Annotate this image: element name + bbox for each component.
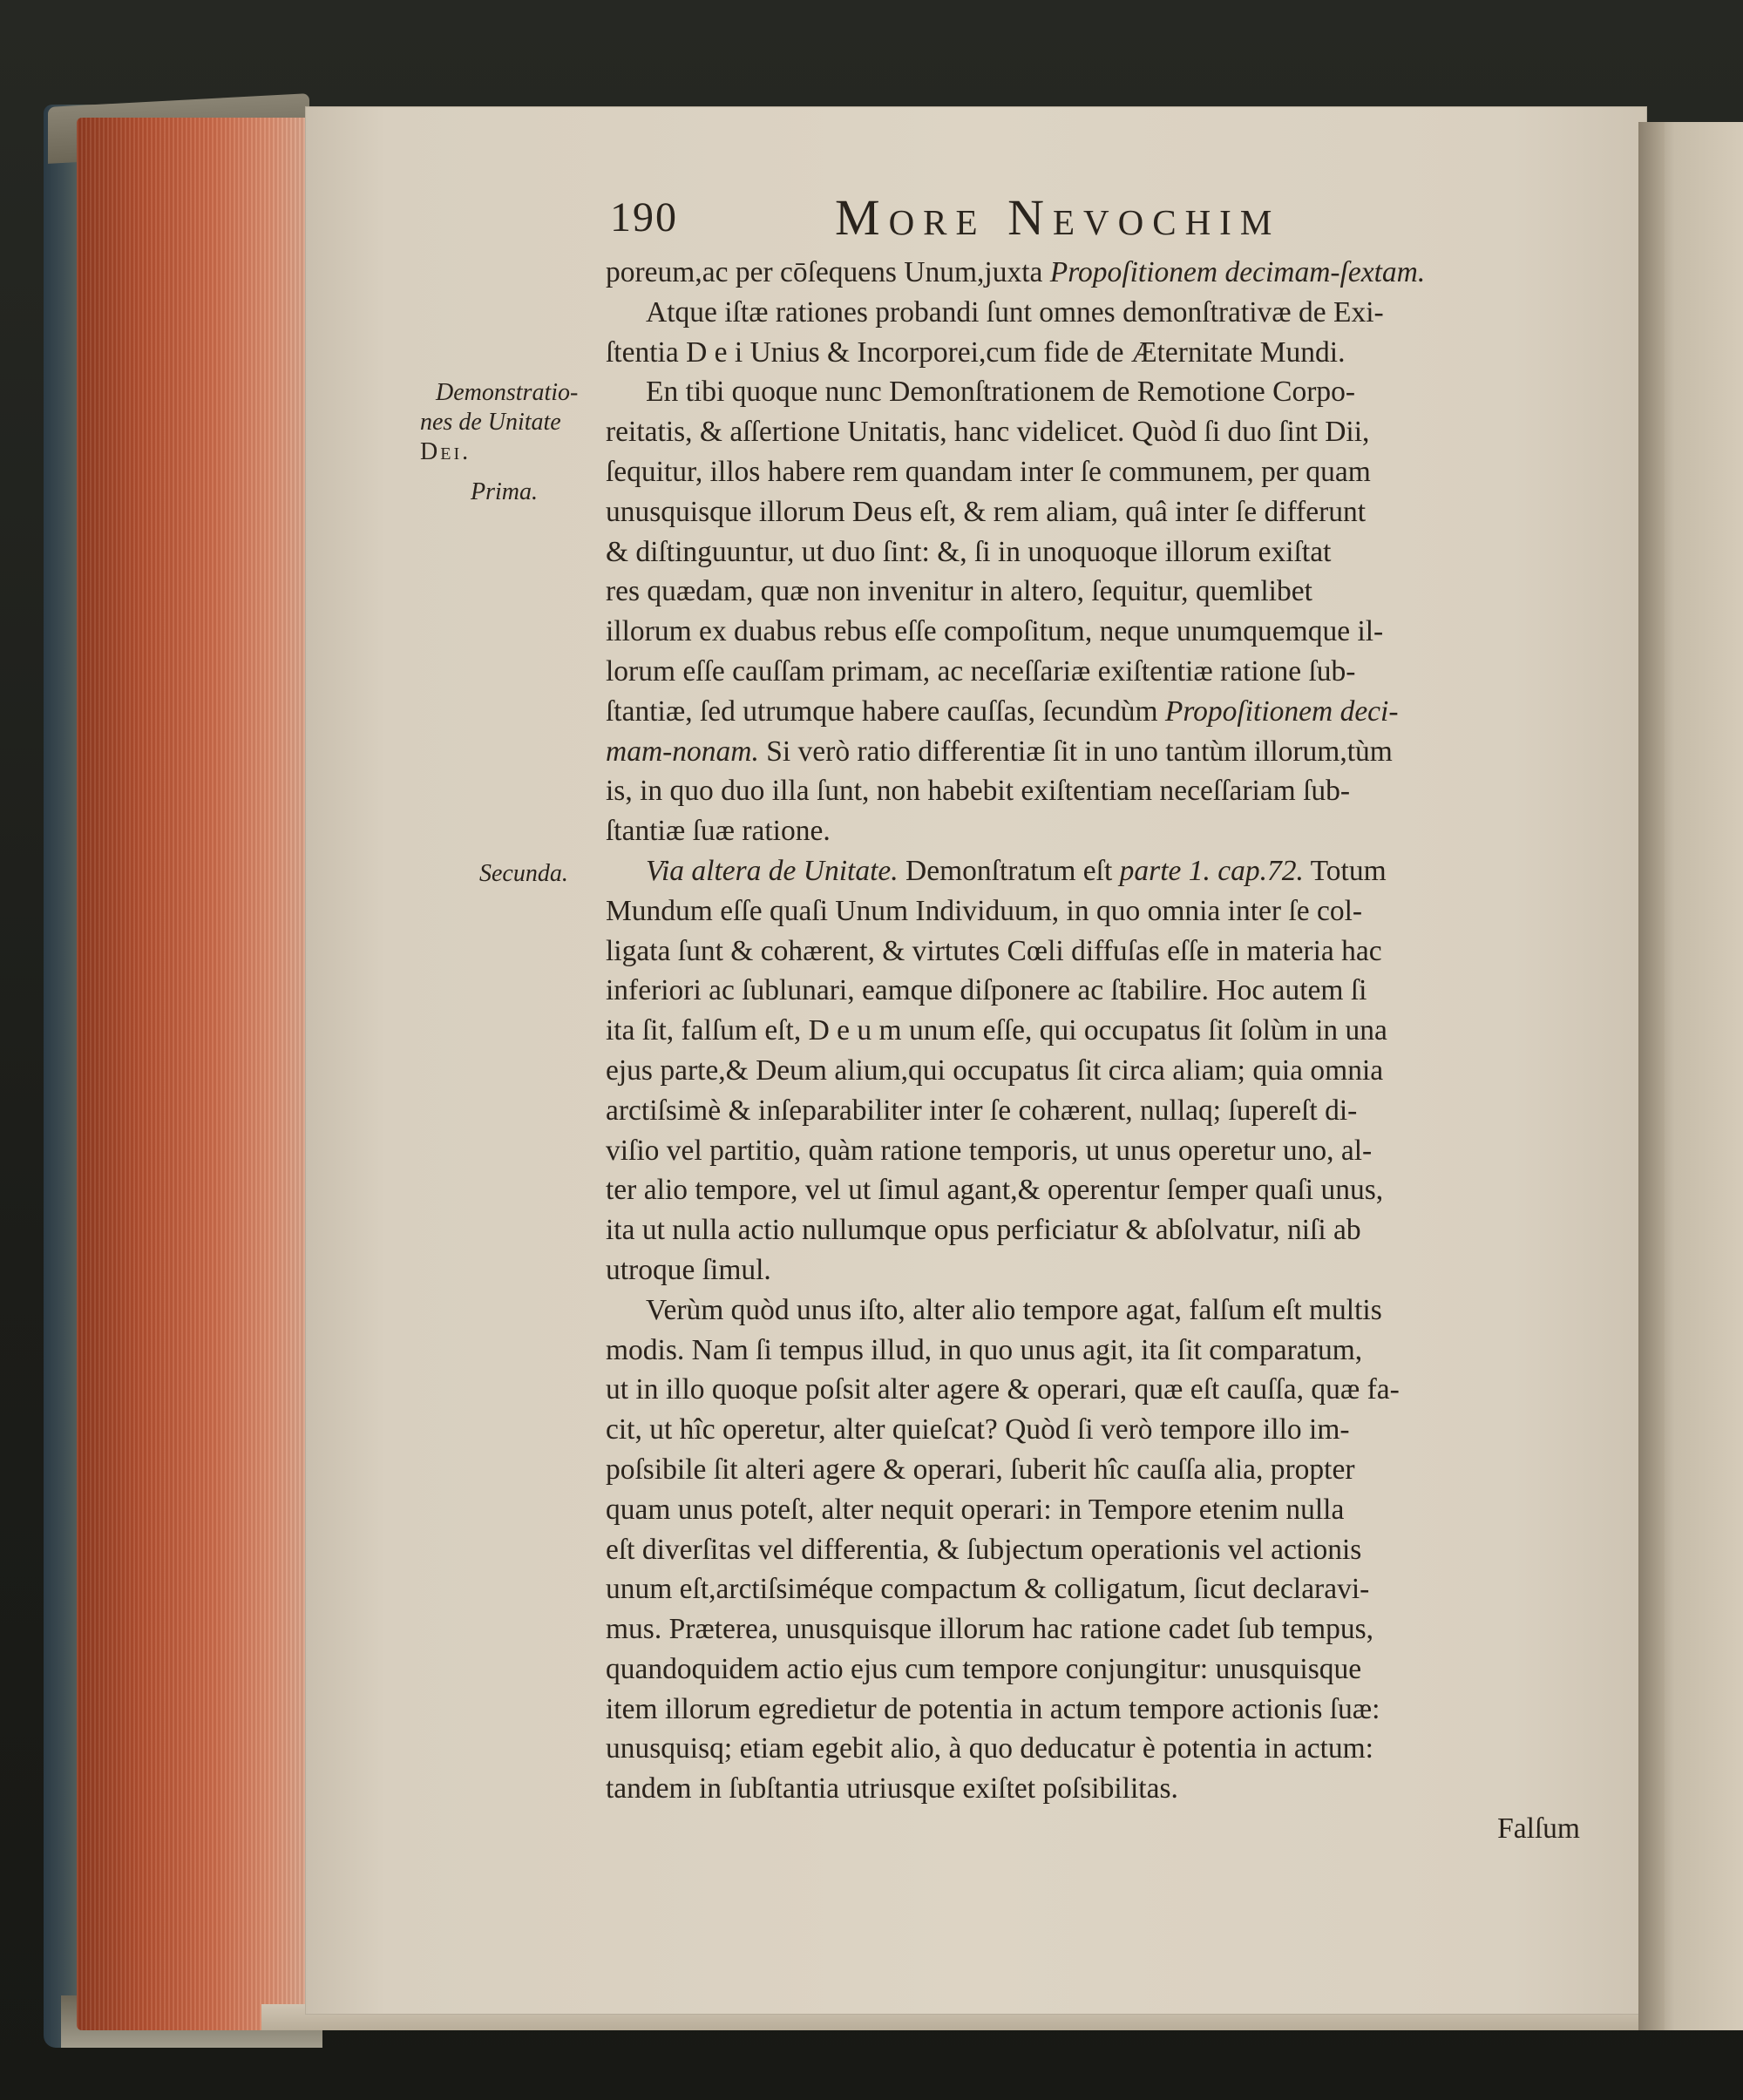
text-line: ſtantiæ ſuæ ratione. [606, 815, 831, 848]
text-line: ſtentia D e i Unius & Incorporei,cum fide de Æternitate Mundi. [606, 335, 1346, 369]
text-line: ligata ſunt & cohærent, & virtutes Cœli diffuſas eſſe in materia hac [606, 934, 1382, 967]
text-line: ita ſit, falſum eſt, D e u m unum eſſe, qui occupatus ſit ſolùm in una [606, 1014, 1387, 1047]
running-title: More Nevochim [835, 189, 1281, 246]
page-header [610, 189, 1394, 254]
text-line: poſsibile ſit alteri agere & operari, ſuberit hîc cauſſa alia, propter [606, 1453, 1355, 1486]
text-line: ejus parte,& Deum alium,qui occupatus ſit circa aliam; quia omnia [606, 1053, 1384, 1087]
text-line: ut in illo quoque poſsit alter agere & operari, quæ eſt cauſſa, quæ fa- [606, 1373, 1400, 1406]
text-line: unusquisq; etiam egebit alio, à quo deducatur è potentia in actum: [606, 1732, 1373, 1765]
text-line: item illorum egredietur de potentia in actum tempore actionis ſuæ: [606, 1692, 1380, 1725]
text-line: ſequitur, illos habere rem quandam inter ſe communem, per quam [606, 455, 1371, 488]
text-line: modis. Nam ſi tempus illud, in quo unus agit, ita ſit comparatum, [606, 1333, 1363, 1366]
page-edges [77, 118, 305, 2030]
text-line: inferiori ac ſublunari, eamque diſponere ac ſtabilire. Hoc autem ſi [606, 974, 1367, 1007]
text-line: En tibi quoque nunc Demonſtrationem de Remotione Corpo- [646, 376, 1356, 409]
text-line: quandoquidem actio ejus cum tempore conjungitur: unusquisque [606, 1652, 1362, 1685]
text-line: unum eſt,arctiſsiméque compactum & colligatum, ſicut declaravi- [606, 1573, 1370, 1606]
margin-note-secunda: Secunda. [479, 860, 568, 887]
text-line: illorum ex duabus rebus eſſe compoſitum, neque unumquemque il- [606, 615, 1384, 648]
text-line: Via altera de Unitate. Demonſtratum eſt parte 1. cap.72. Totum [646, 854, 1387, 887]
text-line: Atque iſtæ rationes probandi ſunt omnes demonſtrativæ de Exi- [646, 295, 1384, 329]
text-line: unusquisque illorum Deus eſt, & rem aliam, quâ inter ſe differunt [606, 495, 1367, 528]
book-gutter [1638, 122, 1665, 2030]
text-line: ter alio tempore, vel ut ſimul agant,& operentur ſemper quaſi unus, [606, 1174, 1384, 1207]
text-line: lorum eſſe cauſſam primam, ac neceſſariæ exiſtentiæ ratione ſub- [606, 654, 1356, 688]
margin-note-demonstrationes-3: Dei. [420, 438, 471, 465]
margin-note-prima: Prima. [471, 478, 538, 505]
text-line: mus. Præterea, unusquisque illorum hac ratione cadet ſub tempus, [606, 1613, 1374, 1646]
page-number: 190 [610, 194, 678, 240]
text-line: eſt diverſitas vel differentia, & ſubjectum operationis vel actionis [606, 1533, 1362, 1566]
text-line: ita ut nulla actio nullumque opus perficiatur & abſolvatur, niſi ab [606, 1214, 1361, 1247]
text-line: cit, ut hîc operetur, alter quieſcat? Quòd ſi verò tempore illo im- [606, 1413, 1350, 1446]
text-line: res quædam, quæ non invenitur in altero, ſequitur, quemlibet [606, 575, 1312, 608]
text-line: Mundum eſſe quaſi Unum Individuum, in quo omnia inter ſe col- [606, 894, 1363, 927]
margin-note-demonstrationes-2: nes de Unitate [420, 409, 561, 436]
text-line: mam-nonam. Si verò ratio differentiæ ſit in uno tantùm illorum,tùm [606, 735, 1393, 768]
text-line: Verùm quòd unus iſto, alter alio tempore agat, falſum eſt multis [646, 1293, 1382, 1326]
text-line: utroque ſimul. [606, 1253, 771, 1286]
text-line: poreum,ac per cōſequens Unum,juxta Propoſitionem decimam-ſextam. [606, 256, 1426, 288]
text-line: quam unus poteſt, alter nequit operari: in Tempore etenim nulla [606, 1493, 1345, 1526]
text-line: viſio vel partitio, quàm ratione temporis, ut unus operetur uno, al- [606, 1134, 1373, 1167]
text-line: reitatis, & aſſertione Unitatis, hanc videlicet. Quòd ſi duo ſint Dii, [606, 416, 1370, 449]
catchword: Falſum [1497, 1812, 1580, 1846]
text-line: tandem in ſubſtantia utriusque exiſtet poſsibilitas. [606, 1772, 1178, 1805]
text-line: is, in quo duo illa ſunt, non habebit exiſtentiam neceſſariam ſub- [606, 775, 1351, 808]
text-line: arctiſsimè & inſeparabiliter inter ſe cohærent, nullaq; ſupereſt di- [606, 1094, 1358, 1127]
margin-note-demonstrationes-1: Demonstratio- [436, 379, 579, 406]
text-line: & diſtinguuntur, ut duo ſint: &, ſi in unoquoque illorum exiſtat [606, 535, 1332, 568]
text-line: ſtantiæ, ſed utrumque habere cauſſas, ſecundùm Propoſitionem deci- [606, 694, 1399, 728]
body-text [606, 253, 1580, 1849]
